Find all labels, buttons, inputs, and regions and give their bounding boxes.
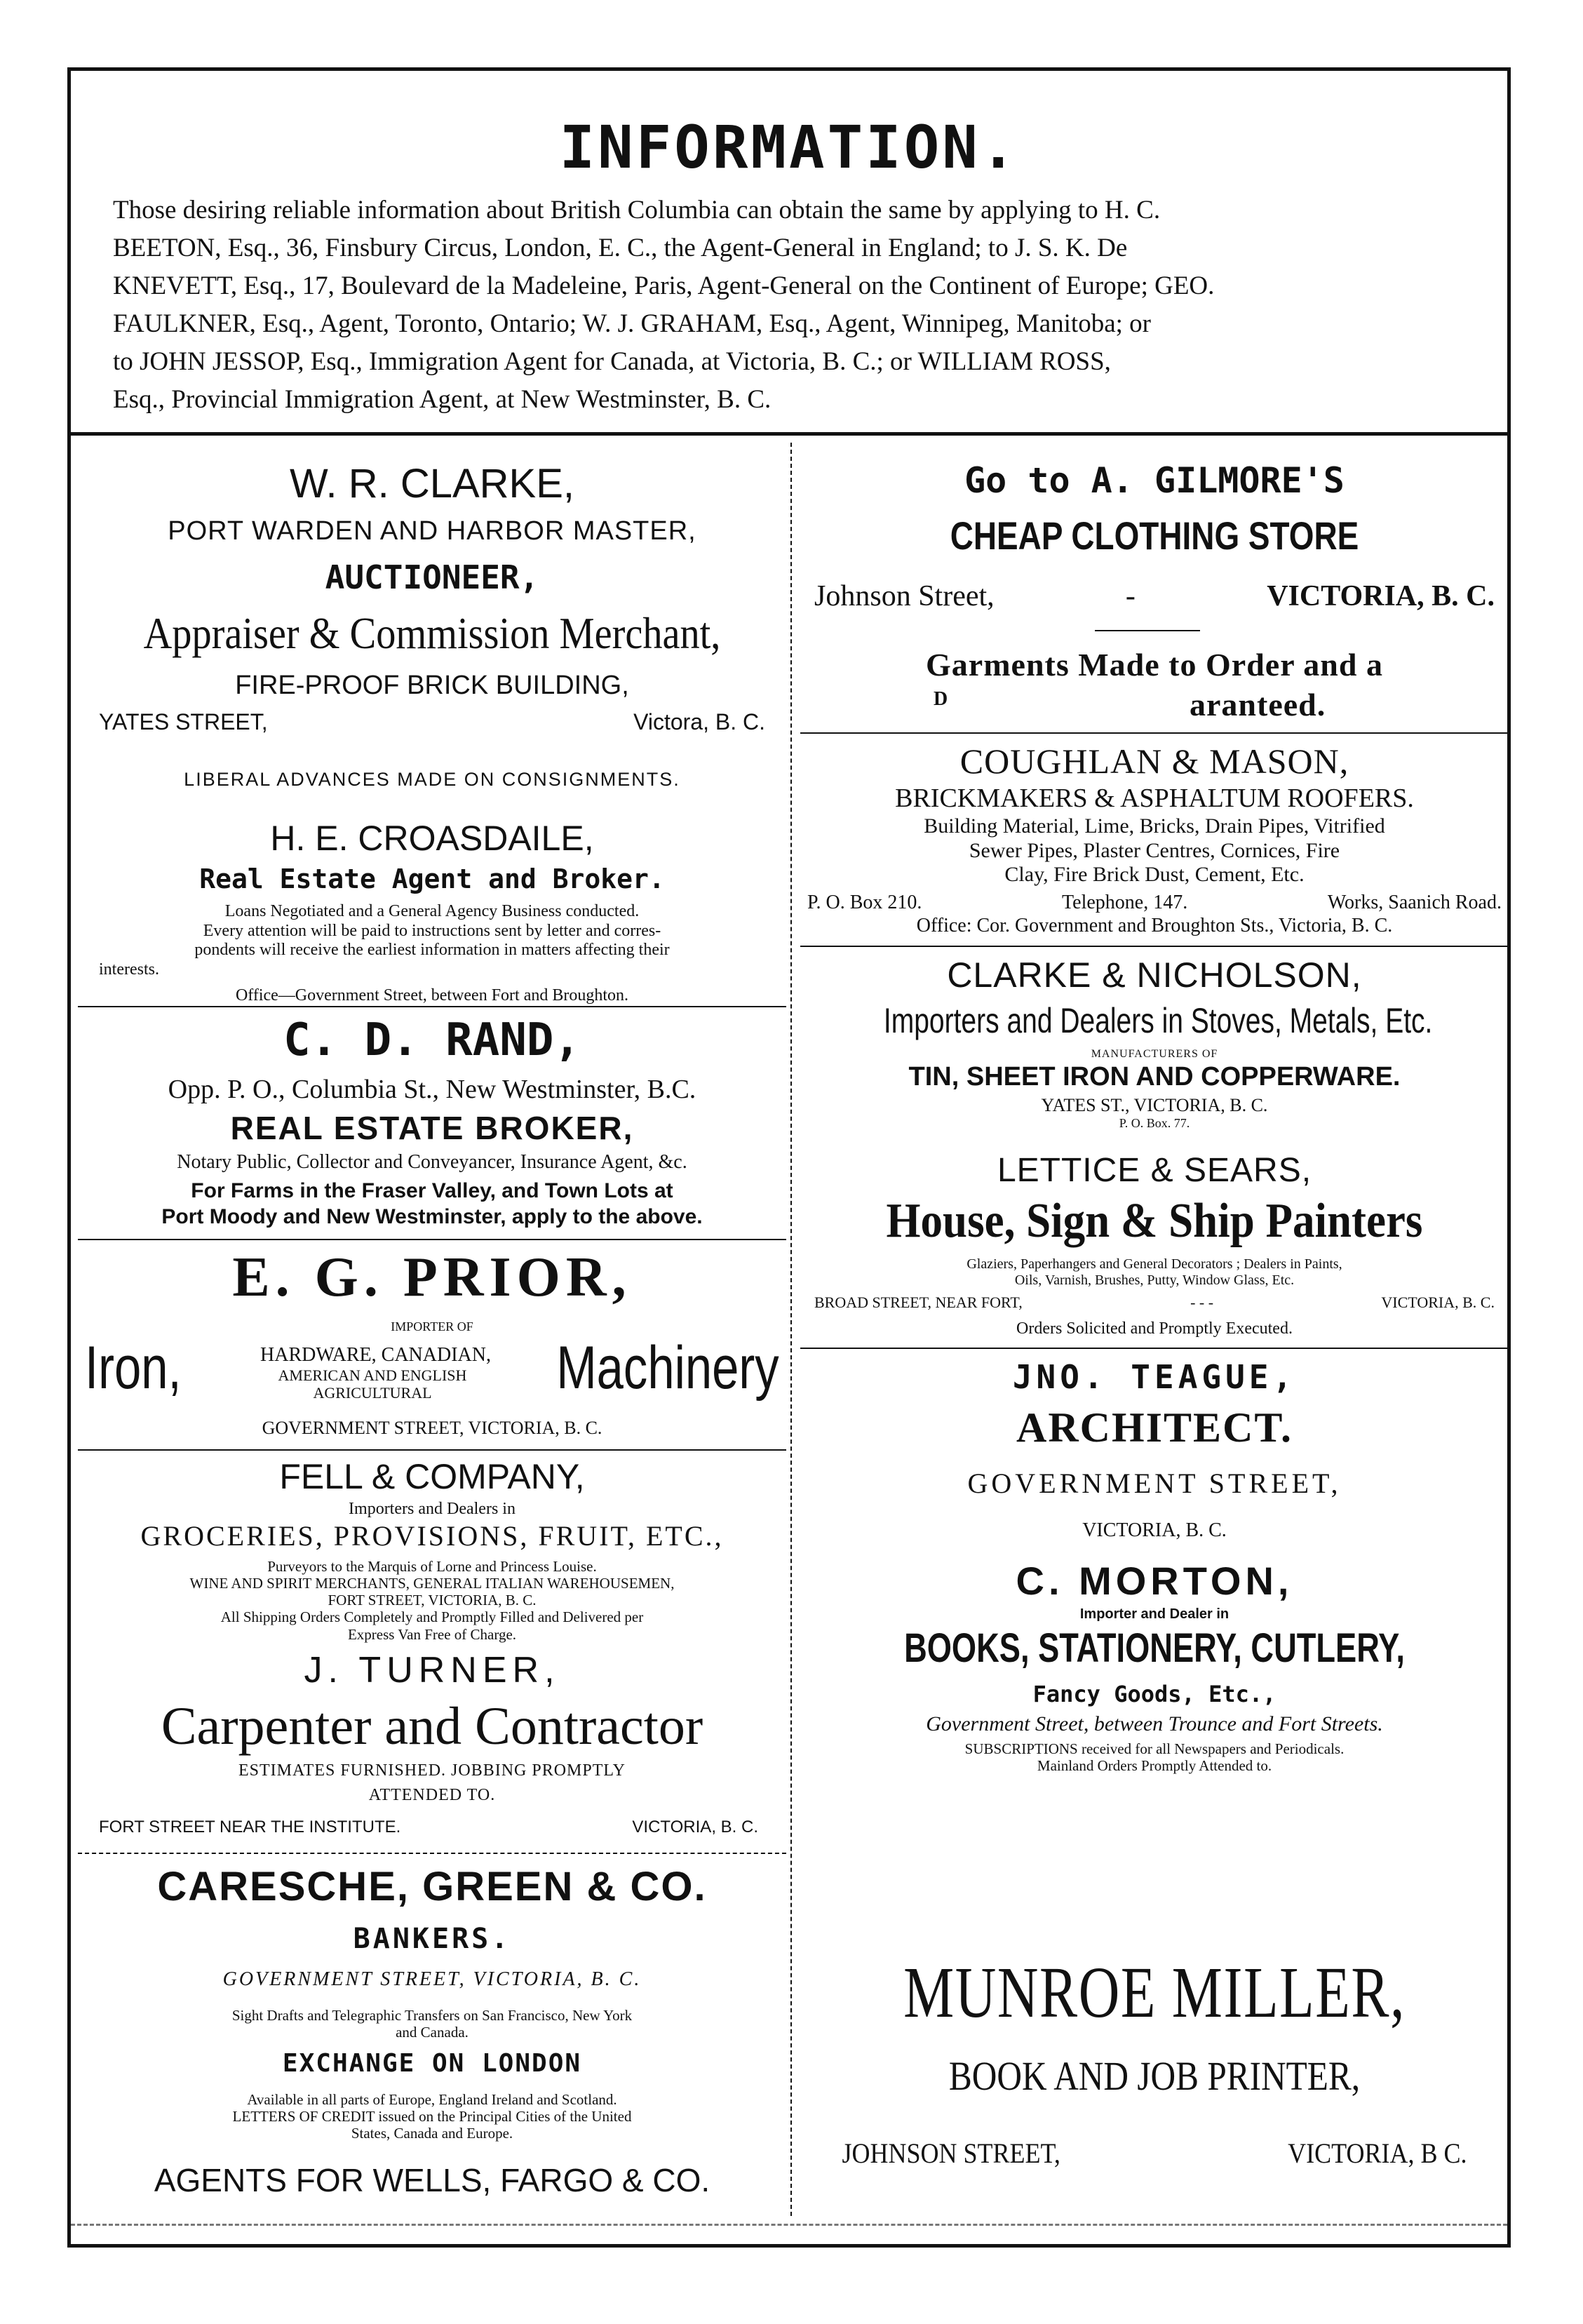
information-line: FAULKNER, Esq., Agent, Toronto, Ontario; W. J. GRAHAM, Esq., Agent, Winnipeg, Manitoba; or: [113, 309, 1151, 338]
turner-name: J. TURNER,: [304, 1650, 560, 1691]
rand-title: REAL ESTATE BROKER,: [230, 1110, 634, 1146]
coughlan-line: Building Material, Lime, Bricks, Drain Pipes, Vitrified: [924, 814, 1385, 838]
gilmore-address-row: [814, 579, 1495, 613]
clarke-name: W. R. CLARKE,: [289, 461, 575, 506]
clarke-appraiser: Appraiser & Commission Merchant,: [143, 608, 721, 658]
caresche-title: BANKERS.: [353, 1923, 511, 1955]
morton-title: BOOKS, STATIONERY, CUTLERY,: [904, 1625, 1405, 1671]
divider: [800, 732, 1509, 734]
croasdaile-title: Real Estate Agent and Broker.: [199, 864, 665, 894]
nicholson-line3: YATES ST., VICTORIA, B. C.: [1041, 1095, 1268, 1115]
turner-city: VICTORIA, B. C.: [632, 1818, 758, 1836]
gilmore-street: Johnson Street,: [814, 580, 995, 612]
gilmore-line2: CHEAP CLOTHING STORE: [950, 513, 1359, 558]
lettice-address-row: [814, 1294, 1495, 1312]
croasdaile-name: H. E. CROASDAILE,: [270, 819, 594, 858]
caresche-name: CARESCHE, GREEN & CO.: [157, 1864, 707, 1909]
clarke-city: Victora, B. C.: [633, 709, 765, 734]
prior-iron: Iron,: [85, 1334, 182, 1402]
gilmore-line4a: D: [934, 688, 948, 710]
caresche-drafts: [85, 2007, 779, 2041]
fell-line: WINE AND SPIRIT MERCHANTS, GENERAL ITALIAN WAREHOUSEMEN,: [189, 1575, 675, 1592]
nicholson-name: CLARKE & NICHOLSON,: [947, 955, 1362, 995]
croasdaile-line: Every attention will be paid to instructions sent by letter and corres-: [203, 921, 661, 940]
teague-city: VICTORIA, B. C.: [1082, 1519, 1227, 1541]
information-line: KNEVETT, Esq., 17, Boulevard de la Madeleine, Paris, Agent-General on the Continent of Europe; GEO.: [113, 271, 1215, 300]
coughlan-office: Office: Cor. Government and Broughton Sts., Victoria, B. C.: [916, 915, 1393, 936]
rand-address: Opp. P. O., Columbia St., New Westminster, B.C.: [168, 1075, 696, 1104]
coughlan-name: COUGHLAN & MASON,: [959, 741, 1349, 781]
clarke-line1: PORT WARDEN AND HARBOR MASTER,: [168, 516, 696, 546]
teague-street: GOVERNMENT STREET,: [967, 1467, 1342, 1499]
left-column: [85, 439, 779, 2244]
munroe-street: JOHNSON STREET,: [842, 2137, 1060, 2169]
lettice-city: VICTORIA, B. C.: [1381, 1294, 1495, 1311]
turner-line2: ATTENDED TO.: [368, 1786, 496, 1804]
divider: [800, 946, 1509, 947]
clarke-line4: FIRE-PROOF BRICK BUILDING,: [235, 671, 629, 700]
coughlan-title: BRICKMAKERS & ASPHALTUM ROOFERS.: [895, 784, 1414, 813]
rand-line2: For Farms in the Fraser Valley, and Town Lots at: [191, 1179, 673, 1202]
croasdaile-line: Office—Government Street, between Fort and Broughton.: [235, 986, 629, 1005]
divider: [78, 1006, 786, 1007]
information-title: INFORMATION.: [559, 113, 1019, 182]
munroe-city: VICTORIA, B C.: [1288, 2137, 1467, 2169]
turner-title: Carpenter and Contractor: [161, 1697, 703, 1756]
morton-line3: Government Street, between Trounce and Fort Streets.: [926, 1712, 1383, 1735]
prior-street: GOVERNMENT STREET, VICTORIA, B. C.: [262, 1418, 602, 1438]
coughlan-line: Clay, Fire Brick Dust, Cement, Etc.: [1004, 863, 1305, 886]
prior-mid-line: AGRICULTURAL: [313, 1384, 432, 1402]
coughlan-contact-row: [807, 892, 1502, 914]
fell-line: FORT STREET, VICTORIA, B. C.: [328, 1592, 537, 1609]
lettice-line3: Orders Solicited and Promptly Executed.: [1016, 1319, 1293, 1338]
caresche-line: and Canada.: [396, 2024, 469, 2041]
prior-machinery: Machinery: [556, 1334, 779, 1402]
caresche-line: LETTERS OF CREDIT issued on the Principal Cities of the United: [232, 2108, 632, 2125]
caresche-line1: GOVERNMENT STREET, VICTORIA, B. C.: [222, 1968, 642, 1990]
clarke-footer: LIBERAL ADVANCES MADE ON CONSIGNMENTS.: [184, 769, 680, 790]
munroe-address-row: [842, 2137, 1467, 2170]
column-divider: [790, 443, 792, 2216]
nicholson-line1: MANUFACTURERS OF: [1091, 1048, 1218, 1060]
right-column: [807, 439, 1502, 2244]
information-body: [71, 182, 1507, 419]
lettice-line: Glaziers, Paperhangers and General Decorators ; Dealers in Paints,: [966, 1256, 1342, 1272]
caresche-exchange: EXCHANGE ON LONDON: [282, 2049, 582, 2078]
information-line: BEETON, Esq., 36, Finsbury Circus, London, E. C., the Agent-General in England; to J. S. K. De: [113, 234, 1128, 262]
information-line: Esq., Provincial Immigration Agent, at New Westminster, B. C.: [113, 385, 772, 414]
fell-line: Purveyors to the Marquis of Lorne and Princess Louise.: [267, 1558, 597, 1575]
advertisement-page: [67, 67, 1511, 2248]
morton-line: SUBSCRIPTIONS received for all Newspapers and Periodicals.: [964, 1740, 1345, 1757]
rand-name: C. D. RAND,: [283, 1014, 581, 1066]
gilmore-line1: Go to A. GILMORE'S: [964, 460, 1345, 501]
caresche-agents: AGENTS FOR WELLS, FARGO & CO.: [154, 2162, 710, 2198]
nicholson-line4: P. O. Box. 77.: [1119, 1116, 1190, 1130]
turner-street: FORT STREET NEAR THE INSTITUTE.: [99, 1818, 401, 1836]
gilmore-city: VICTORIA, B. C.: [1267, 580, 1495, 612]
prior-importer: IMPORTER OF: [391, 1319, 473, 1334]
clarke-address-row: [99, 709, 765, 735]
turner-line1: ESTIMATES FURNISHED. JOBBING PROMPTLY: [238, 1761, 626, 1780]
clarke-auctioneer: AUCTIONEER,: [325, 558, 539, 596]
coughlan-line: Sewer Pipes, Plaster Centres, Cornices, Fire: [969, 838, 1340, 862]
prior-name: E. G. PRIOR,: [232, 1247, 632, 1308]
fell-name: FELL & COMPANY,: [279, 1457, 585, 1496]
caresche-credit: [85, 2091, 779, 2142]
fell-line2: GROCERIES, PROVISIONS, FRUIT, ETC.,: [140, 1520, 724, 1552]
divider: [78, 1239, 786, 1240]
lettice-line: Oils, Varnish, Brushes, Putty, Window Glass, Etc.: [1014, 1272, 1295, 1288]
short-rule: [1095, 630, 1200, 631]
prior-mid-line: HARDWARE, CANADIAN,: [260, 1344, 491, 1366]
coughlan-box: P. O. Box 210.: [807, 892, 922, 913]
fell-body: [85, 1558, 779, 1643]
morton-body: [807, 1740, 1502, 1774]
coughlan-body: [807, 814, 1502, 887]
morton-name: C. MORTON,: [1016, 1559, 1293, 1603]
prior-middle: [260, 1344, 491, 1402]
lettice-title: House, Sign & Ship Painters: [886, 1194, 1423, 1248]
caresche-line: Available in all parts of Europe, England Ireland and Scotland.: [247, 2091, 617, 2108]
croasdaile-body: [85, 902, 779, 1006]
prior-mid-line: AMERICAN AND ENGLISH: [278, 1366, 467, 1385]
information-line: Those desiring reliable information about British Columbia can obtain the same by applying to H. C.: [113, 196, 1161, 224]
caresche-line: States, Canada and Europe.: [351, 2125, 513, 2142]
fell-line: All Shipping Orders Completely and Promptly Filled and Delivered per: [220, 1608, 644, 1626]
information-divider: [71, 432, 1507, 436]
coughlan-works: Works, Saanich Road.: [1327, 892, 1502, 913]
coughlan-phone: Telephone, 147.: [1062, 892, 1188, 913]
teague-title: ARCHITECT.: [1016, 1404, 1293, 1451]
divider: [78, 1449, 786, 1451]
fell-line1: Importers and Dealers in: [349, 1500, 516, 1518]
morton-line1: Importer and Dealer in: [1079, 1606, 1230, 1622]
croasdaile-line: Loans Negotiated and a General Agency Business conducted.: [224, 902, 640, 920]
information-section: [71, 113, 1507, 419]
rand-line1: Notary Public, Collector and Conveyancer, Insurance Agent, &c.: [177, 1151, 687, 1173]
lettice-name: LETTICE & SEARS,: [997, 1152, 1312, 1189]
rand-line3: Port Moody and New Westminster, apply to the above.: [161, 1205, 703, 1228]
gilmore-dash: -: [1125, 580, 1136, 612]
lettice-body: [807, 1256, 1502, 1289]
turner-address-row: [99, 1818, 758, 1837]
gilmore-line3: Garments Made to Order and a: [926, 647, 1383, 683]
nicholson-title: Importers and Dealers in Stoves, Metals, Etc.: [883, 1001, 1433, 1040]
teague-name: JNO. TEAGUE,: [1012, 1358, 1297, 1396]
munroe-name: MUNROE MILLER,: [903, 1952, 1406, 2033]
clarke-street: YATES STREET,: [99, 709, 268, 734]
croasdaile-line: pondents will receive the earliest information in matters affecting their: [194, 941, 670, 960]
caresche-line: Sight Drafts and Telegraphic Transfers on San Francisco, New York: [231, 2007, 633, 2024]
munroe-title: BOOK AND JOB PRINTER,: [948, 2053, 1361, 2099]
morton-line2: Fancy Goods, Etc.,: [1032, 1681, 1276, 1707]
divider: [800, 1348, 1509, 1349]
fell-line: Express Van Free of Charge.: [347, 1625, 517, 1643]
lettice-dashes: - - -: [1190, 1294, 1214, 1311]
information-line: to JOHN JESSOP, Esq., Immigration Agent for Canada, at Victoria, B. C.; or WILLIAM ROSS,: [113, 347, 1111, 376]
morton-line: Mainland Orders Promptly Attended to.: [1037, 1757, 1272, 1775]
divider: [78, 1853, 786, 1854]
lettice-street: BROAD STREET, NEAR FORT,: [814, 1294, 1023, 1311]
nicholson-line2: TIN, SHEET IRON AND COPPERWARE.: [908, 1062, 1401, 1092]
bottom-border-noise: [71, 2224, 1507, 2231]
gilmore-line4b: aranteed.: [1190, 687, 1326, 723]
croasdaile-line: interests.: [99, 960, 159, 979]
